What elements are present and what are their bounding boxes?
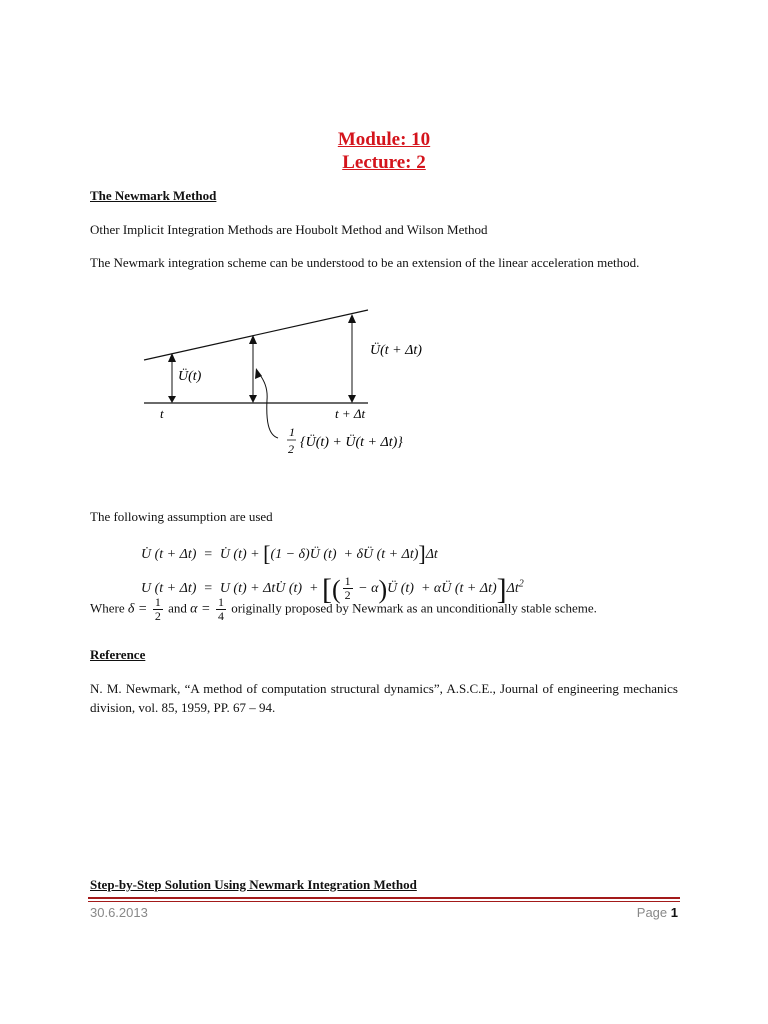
- assumption-intro: The following assumption are used: [90, 509, 273, 524]
- average-leader-curve: [258, 372, 278, 438]
- footer-rule-thick: [88, 897, 680, 899]
- alpha-eq: α =: [190, 601, 214, 617]
- label-ut: Ü(t): [178, 369, 202, 384]
- paragraph-newmark-intro: The Newmark integration scheme can be understood to be an extension of the linear acceleration method.: [90, 255, 640, 270]
- eq1-tail: Δt: [425, 547, 438, 562]
- and-word: and: [164, 600, 191, 616]
- label-t-dt: t + Δt: [335, 406, 366, 421]
- delta-num: 1: [154, 595, 161, 609]
- footer-rule-thin: [88, 901, 680, 902]
- linear-acceleration-diagram: [130, 300, 450, 470]
- eq2-open-bracket: [: [321, 573, 332, 606]
- label-ut-dt: Ü(t + Δt): [370, 343, 422, 358]
- paragraph-implicit-methods: Other Implicit Integration Methods are Houbolt Method and Wilson Method: [90, 222, 488, 237]
- reference-text: N. M. Newmark, “A method of computation structural dynamics”, A.S.C.E., Journal of engineering mechanics division, vol. 85, 1959, PP. 67 – 94.: [90, 681, 678, 715]
- footer-date: 30.6.2013: [90, 905, 148, 920]
- eq2-body: Ü (t) + αÜ (t + Δt): [387, 581, 497, 596]
- eq2-minus-alpha: − α: [354, 581, 379, 596]
- label-avg-body: {Ü(t) + Ü(t + Δt)}: [300, 435, 403, 450]
- eq1-close-bracket: ]: [418, 541, 426, 566]
- eq2-frac-den: 2: [344, 588, 351, 603]
- eq1-body: (1 − δ)Ü (t) + δÜ (t + Δt): [270, 547, 419, 562]
- delta-eq: δ =: [127, 601, 151, 617]
- eq2-paren-open: (: [331, 575, 341, 604]
- eq2-close-bracket: ]: [496, 573, 507, 606]
- label-avg-den: 2: [288, 442, 294, 456]
- where-word: Where: [90, 600, 128, 616]
- label-avg-num: 1: [289, 425, 295, 439]
- footer-page: [637, 905, 678, 920]
- eq2-paren-close: ): [378, 575, 388, 604]
- footer-page-number: 1: [670, 905, 678, 920]
- alpha-den: 4: [217, 609, 224, 623]
- delta-fraction: [153, 596, 163, 623]
- module-title: Module: 10: [337, 129, 431, 150]
- eq2-frac-num: 1: [344, 574, 351, 589]
- where-line: [90, 596, 597, 623]
- reference-title: Reference: [90, 647, 146, 662]
- eq2-lhs: U (t + Δt) = U (t) + ΔtU̇ (t) +: [141, 581, 322, 596]
- label-t: t: [160, 406, 164, 421]
- eq2-exponent: 2: [518, 578, 524, 590]
- alpha-num: 1: [217, 595, 224, 609]
- lecture-title: Lecture: 2: [342, 152, 426, 173]
- where-rest: originally proposed by Newmark as an unconditionally stable scheme.: [227, 600, 597, 616]
- alpha-fraction: [216, 596, 226, 623]
- footer-page-label: Page: [636, 905, 671, 920]
- next-section-title: Step-by-Step Solution Using Newmark Integration Method: [90, 877, 417, 892]
- eq1-lhs: U̇ (t + Δt) = U̇ (t) +: [141, 547, 264, 562]
- delta-den: 2: [154, 609, 161, 623]
- eq2-tail: Δt: [506, 581, 519, 596]
- eq1-open-bracket: [: [263, 541, 271, 566]
- acceleration-line: [144, 310, 368, 360]
- section-title: The Newmark Method: [90, 188, 217, 203]
